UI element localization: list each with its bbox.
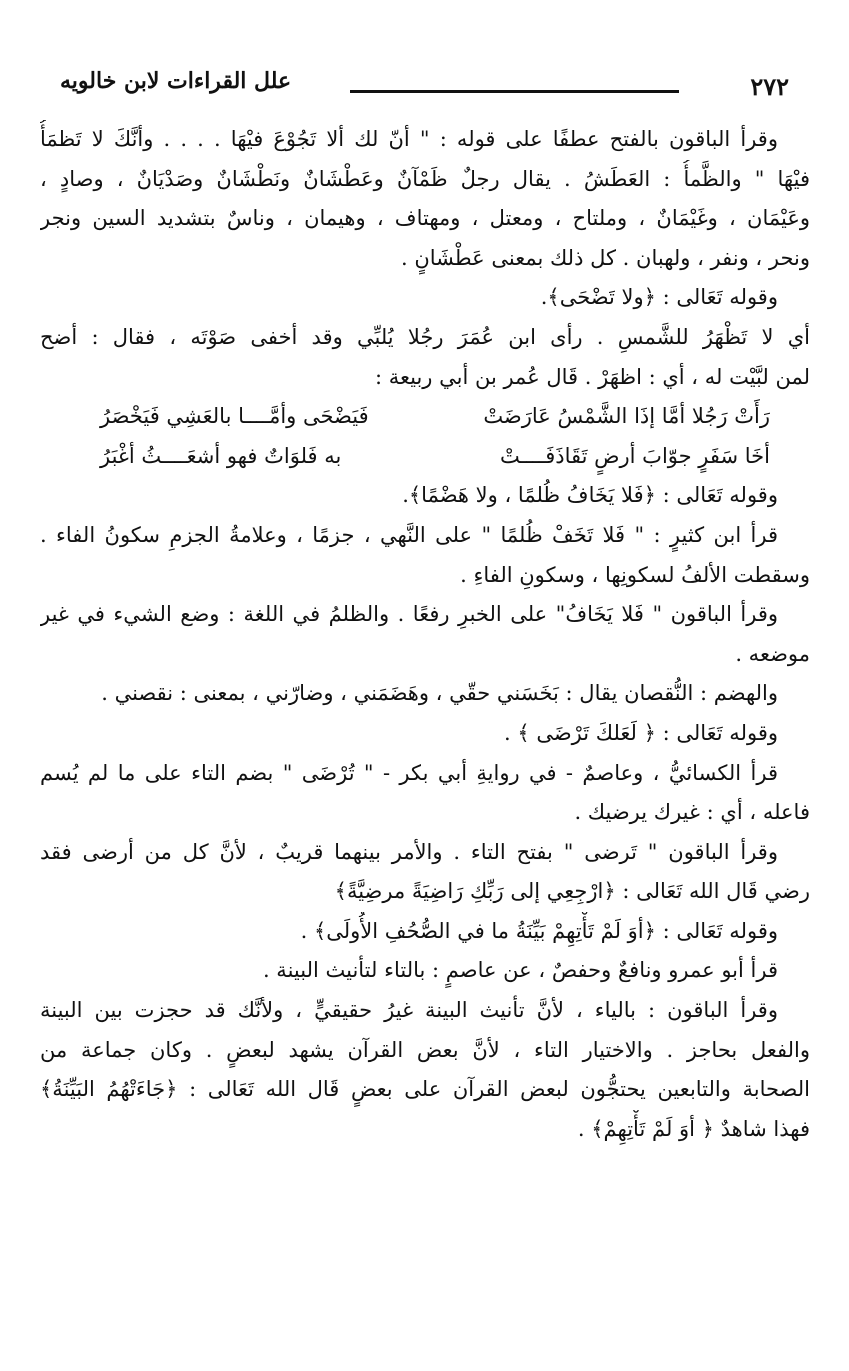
paragraph-line: فيْهَا " والظَّمأُ : العَطَشُ . يقال رجلٌ ظَمْآنٌ وعَطْشَانٌ ونَطْشَانٌ وصَدْيَانٌ ، وصادٍ ، bbox=[40, 166, 810, 191]
paragraph-first-line: وقوله تَعَالى : ﴿فَلا يَخَافُ ظُلمًا ، ولا هَضْمًا﴾. bbox=[402, 483, 778, 508]
paragraph-first-line: قرأ أبو عمرو ونافعٌ وحفصٌ ، عن عاصمٍ : بالتاء لتأنيث البينة . bbox=[262, 958, 778, 983]
paragraph-first-line: والهضم : النُّقصان يقال : بَخَسَني حقّي ، وهَضَمَني ، وضارّني ، بمعنى : نقصني . bbox=[101, 681, 778, 706]
paragraph-line: وسقطت الألفُ لسكونِها ، وسكونِ الفاءِ . bbox=[460, 562, 810, 587]
paragraph-first-line: وقوله تَعَالى : ﴿ولا تَضْحَى﴾. bbox=[540, 285, 778, 310]
poetry-verse bbox=[40, 437, 810, 477]
paragraph-line: وعَيْمَان ، وغَيْمَانٌ ، وملتاح ، ومعتل ، ومهتاف ، وهيمان ، وناسٌ بتشديد السين ونجر bbox=[40, 206, 810, 231]
page-number: ٢٧٢ bbox=[750, 72, 789, 101]
paragraph-first-line: وقوله تَعَالى : ﴿أوَ لَمْ تَأْتِهِمْ بَيِّنَةُ ما في الصُّحُفِ الأُولَى﴾ . bbox=[300, 918, 778, 943]
paragraph-first-line: وقرأ الباقون " فَلا يَخَافُ" على الخبرِ رفعًا . والظلمُ في اللغة : وضع الشيء في غير bbox=[40, 602, 778, 627]
paragraph-line: فهذا شاهدٌ ﴿ أوَ لَمْ تَأْتِهِمْ﴾ . bbox=[577, 1116, 810, 1141]
paragraph-first-line: وقرأ الباقون : بالياء ، لأنَّ تأنيث البينة غيرُ حقيقيٍّ ، ولأنَّك قد حجزت بين البينة bbox=[40, 998, 778, 1023]
paragraph-first-line: وقرأ الباقون بالفتح عطفًا على قوله : " أنّ لك ألا تَجُوْعَ فيْهَا . . . . وأنَّكَ لا تَظمَأُ bbox=[40, 127, 778, 151]
running-title: علل القراءات لابن خالويه bbox=[60, 68, 292, 94]
header-rule bbox=[350, 90, 679, 93]
paragraph-line: الصحابة والتابعين يحتجُّون لبعض القرآن على بعضٍ قَال الله تَعَالى : ﴿جَاءَتْهُمُ البَيِّنَةُ﴾ bbox=[40, 1077, 810, 1102]
paragraph-first-line: وقوله تَعَالى : ﴿ لَعَلكَ تَرْضَى ﴾ . bbox=[504, 720, 778, 745]
verse-first-hemistich: رَأَتْ رَجُلا أمَّا إذَا الشَّمْسُ عَارَضَتْ bbox=[483, 404, 770, 429]
paragraph-line: ونحر ، ونفر ، ولهبان . كل ذلك بمعنى عَطْشَانٍ . bbox=[401, 245, 810, 270]
verse-second-hemistich: فَيَضْحَى وأمَّــــا بالعَشِي فَيَخْصَرُ bbox=[100, 404, 369, 429]
verse-second-hemistich: به فَلوَاتٌ فهو أشعَــــثُ أغْبَرُ bbox=[100, 443, 342, 468]
paragraph-line: والفعل بحاجز . والاختيار التاء ، لأنَّ بعض القرآن يشهد لبعضٍ . وكان جماعة من bbox=[40, 1037, 810, 1062]
verse-first-hemistich: أخَا سَفَرٍ جوّابَ أرضٍ تَقَاذَفَــــتْ bbox=[499, 443, 770, 468]
paragraph-line: أي لا تَظْهَرُ للشَّمسِ . رأى ابن عُمَرَ رجُلا يُلبِّي وقد أخفى صَوْتَه ، فقال : أضح bbox=[40, 324, 810, 349]
paragraph-first-line: وقرأ الباقون " تَرضى " بفتح التاء . والأمر بينهما قريبٌ ، لأنَّ كل من أرضى فقد bbox=[40, 839, 778, 864]
paragraph-line: رضي قَال الله تَعَالى : ﴿ارْجِعِي إلى رَبِّكِ رَاضِيَةً مرضِيَّةً﴾ bbox=[334, 879, 810, 904]
paragraph-line: موضعه . bbox=[735, 641, 810, 666]
page-header bbox=[60, 60, 789, 110]
paragraph-line: لمن لبَّيْت له ، أي : اظهَرْ . قَال عُمر بن أبي ربيعة : bbox=[374, 364, 810, 389]
paragraph-first-line: قرأ ابن كثيرٍ : " فَلا تَخَفْ ظُلمًا " على النَّهي ، جزمًا ، وعلامةُ الجزمِ سكونُ الفاء . bbox=[40, 522, 778, 547]
paragraph-first-line: قرأ الكسائيُّ ، وعاصمٌ - في روايةِ أبي بكر - " تُرْضَى " بضم التاء على ما لم يُسم bbox=[40, 760, 778, 785]
paragraph-line: فاعله ، أي : غيرك يرضيك . bbox=[574, 800, 810, 825]
poetry-verse bbox=[40, 397, 810, 437]
body-text bbox=[40, 120, 810, 1149]
